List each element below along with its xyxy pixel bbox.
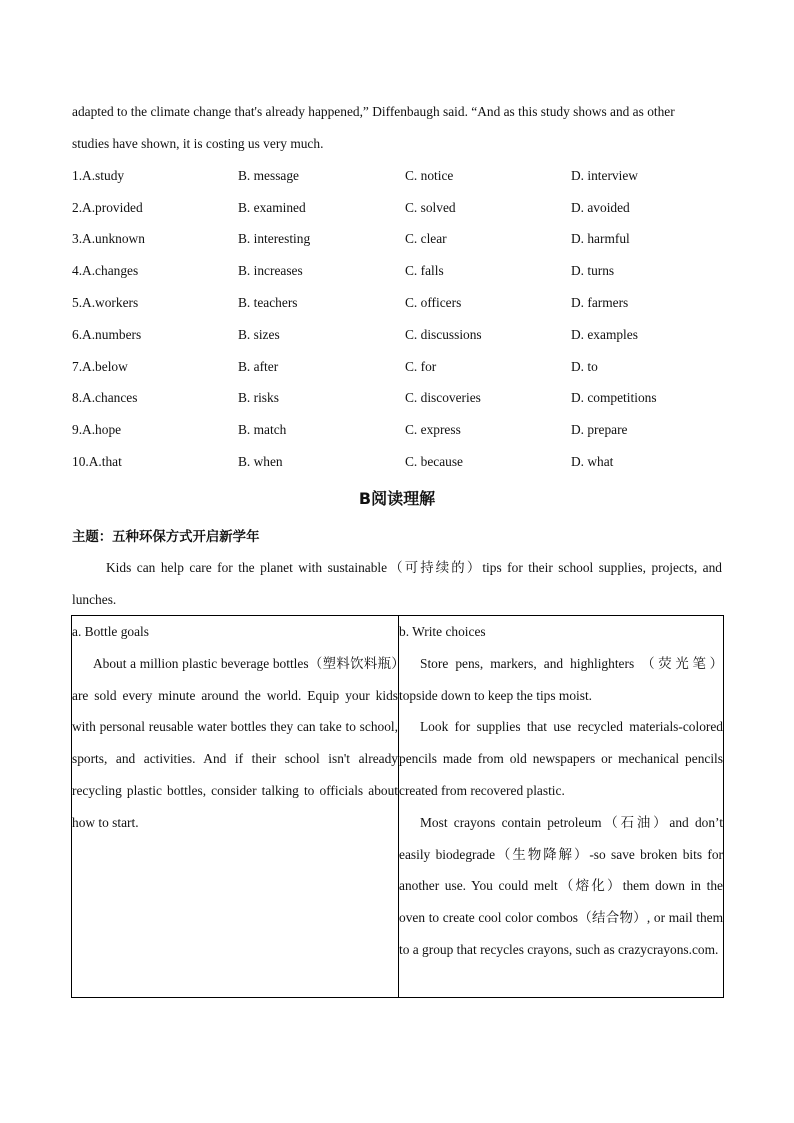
tip-b-paragraph-1: Store pens, markers, and highlighters （荧光笔） topside down to keep the tips moist.: [399, 655, 723, 703]
section-title: B阅读理解: [358, 489, 436, 508]
question-row: [72, 255, 732, 287]
tip-a-body: About a million plastic beverage bottles（塑料饮料瓶）are sold every minute around the world. Equip your kids with personal reusable water bottles they can take to school, sports, and activities. And if their school isn't already recycling plastic bottles, consider talking to officials about how to start.: [72, 655, 398, 830]
passage-line-1: adapted to the climate change that's already happened,” Diffenbaugh said. “And as this study shows and as other: [72, 104, 675, 119]
option-d: D. farmers: [571, 295, 629, 311]
question-row: [72, 192, 732, 224]
option-a: 10.A.that: [72, 454, 122, 470]
option-d: D. competitions: [571, 390, 657, 406]
option-b: B. message: [238, 167, 299, 183]
option-d: D. what: [571, 454, 614, 470]
question-row: [72, 287, 732, 319]
option-d: D. to: [571, 358, 598, 374]
option-c: C. clear: [405, 231, 447, 247]
question-row: [72, 319, 732, 351]
question-row: [72, 224, 732, 256]
option-b: B. after: [238, 358, 279, 374]
option-b: B. risks: [238, 390, 279, 406]
tip-a-title: a. Bottle goals: [72, 624, 149, 639]
option-b: B. sizes: [238, 326, 280, 342]
option-b: B. when: [238, 454, 283, 470]
tip-b-paragraph-3: Most crayons contain petroleum（石油）and don’t easily biodegrade（生物降解）-so save broken bits for another use. You could melt（熔化）them down in the oven to create cool color combos（结合物）, or mail them to a group that recycles crayons, such as crazycrayons.com.: [399, 814, 723, 957]
option-c: C. discoveries: [405, 390, 481, 406]
answer-options: [72, 160, 732, 478]
option-b: B. interesting: [238, 231, 311, 247]
option-a: 1.A.study: [72, 167, 125, 183]
option-d: D. harmful: [571, 231, 630, 247]
tip-cell-a: [72, 616, 399, 998]
option-a: 9.A.hope: [72, 422, 122, 438]
tips-table: [71, 615, 724, 998]
option-d: D. avoided: [571, 199, 630, 215]
option-b: B. match: [238, 422, 287, 438]
option-a: 7.A.below: [72, 358, 128, 374]
option-d: D. examples: [571, 326, 638, 342]
option-a: 2.A.provided: [72, 199, 143, 215]
option-a: 3.A.unknown: [72, 231, 145, 247]
option-a: 4.A.changes: [72, 263, 139, 279]
option-c: C. solved: [405, 199, 456, 215]
tip-b-title: b. Write choices: [399, 624, 486, 639]
option-c: C. because: [405, 454, 464, 470]
option-d: D. prepare: [571, 422, 628, 438]
passage-line-2: studies have shown, it is costing us very much.: [72, 135, 324, 151]
topic-heading: 主题：五种环保方式开启新学年: [72, 530, 260, 545]
intro-paragraph: Kids can help care for the planet with sustainable（可持续的）tips for their school supplies, projects, and lunches.: [72, 560, 722, 607]
option-c: C. discussions: [405, 326, 482, 342]
question-row: [72, 351, 732, 383]
option-b: B. increases: [238, 263, 303, 279]
option-c: C. falls: [405, 263, 444, 279]
option-d: D. interview: [571, 167, 638, 183]
option-d: D. turns: [571, 263, 615, 279]
continued-passage: [72, 96, 722, 159]
option-c: C. officers: [405, 295, 462, 311]
option-a: 6.A.numbers: [72, 326, 142, 342]
question-row: [72, 414, 732, 446]
question-row: [72, 446, 732, 478]
tip-b-paragraph-2: Look for supplies that use recycled materials-colored pencils made from old newspapers or mechanical pencils created from recovered plastic.: [399, 719, 723, 798]
option-b: B. teachers: [238, 295, 298, 311]
option-a: 5.A.workers: [72, 295, 139, 311]
option-b: B. examined: [238, 199, 306, 215]
tip-cell-b: [399, 616, 724, 998]
option-c: C. for: [405, 358, 437, 374]
question-row: [72, 160, 732, 192]
reading-intro: [72, 552, 722, 615]
option-c: C. express: [405, 422, 461, 438]
option-c: C. notice: [405, 167, 454, 183]
question-row: [72, 383, 732, 415]
tips-row: [72, 616, 724, 998]
option-a: 8.A.chances: [72, 390, 138, 406]
